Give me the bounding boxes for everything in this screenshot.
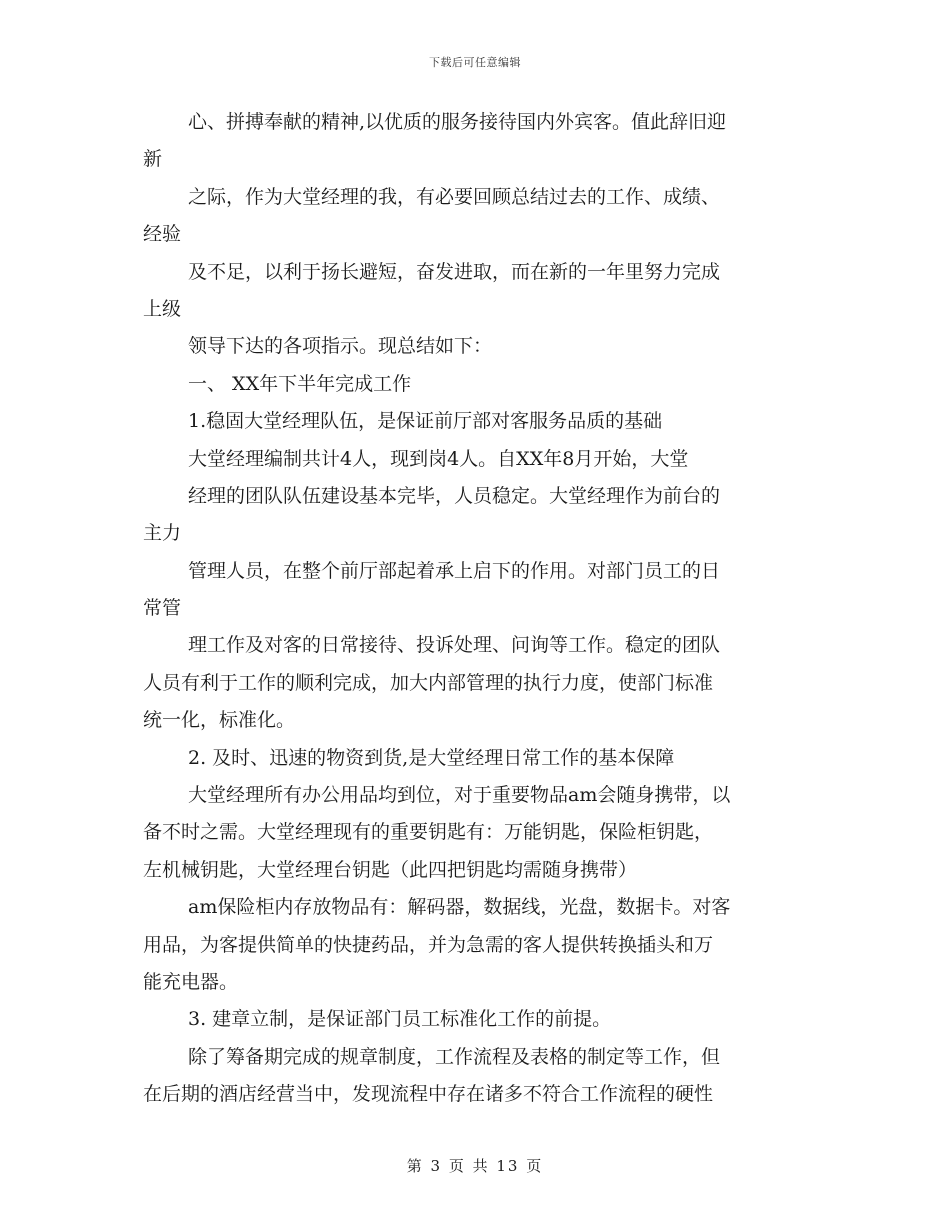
text-line: 大堂经理编制共计4人，现到岗4人。自XX年8月开始，大堂 [188,447,689,470]
subsection-heading: 2. 及时、迅速的物资到货,是大堂经理日常工作的基本保障 [188,746,675,769]
text-line: 之际，作为大堂经理的我，有必要回顾总结过去的工作、成绩、 [188,185,721,208]
text-line: 常管 [143,597,182,620]
text-line: 心、拼搏奉献的精神,以优质的服务接待国内外宾客。值此辞旧迎 [188,111,727,133]
text-line: 领导下达的各项指示。现总结如下： [188,335,493,358]
text-line: 理工作及对客的日常接待、投诉处理、问询等工作。稳定的团队 [188,634,721,657]
page-number: 第 3 页 共 13 页 [406,1157,544,1175]
text-line: 经理的团队队伍建设基本完毕，人员稳定。大堂经理作为前台的 [188,484,721,507]
text-line: 新 [143,148,163,171]
text-line: 备不时之需。大堂经理现有的重要钥匙有：万能钥匙，保险柜钥匙， [143,821,714,844]
section-heading: 一、 XX年下半年完成工作 [188,372,412,395]
text-line: 大堂经理所有办公用品均到位，对于重要物品am会随身携带，以 [188,784,731,807]
text-line: 统一化，标准化。 [143,709,296,732]
text-line: 及不足，以利于扬长避短，奋发进取，而在新的一年里努力完成 [188,260,721,283]
text-line: 除了筹备期完成的规章制度，工作流程及表格的制定等工作，但 [188,1045,721,1068]
text-line: 用品，为客提供简单的快捷药品，并为急需的客人提供转换插头和万 [143,933,714,956]
subsection-heading: 3. 建章立制，是保证部门员工标准化工作的前提。 [188,1008,612,1031]
text-line: 上级 [143,297,182,320]
text-line: 左机械钥匙，大堂经理台钥匙（此四把钥匙均需随身携带） [143,858,638,881]
text-line: 经验 [143,223,182,246]
document-body [143,104,811,1114]
text-line: 管理人员，在整个前厅部起着承上启下的作用。对部门员工的日 [188,559,721,582]
text-line: 主力 [143,522,182,545]
text-line: 人员有利于工作的顺利完成，加大内部管理的执行力度，使部门标准 [143,671,714,694]
text-line: 在后期的酒店经营当中，发现流程中存在诸多不符合工作流程的硬性 [143,1083,714,1106]
subsection-heading: 1.稳固大堂经理队伍，是保证前厅部对客服务品质的基础 [188,410,663,433]
text-line: 能充电器。 [143,970,239,993]
page-header-note: 下载后可任意编辑 [429,56,521,69]
text-line: am保险柜内存放物品有：解码器，数据线，光盘，数据卡。对客 [188,896,731,919]
